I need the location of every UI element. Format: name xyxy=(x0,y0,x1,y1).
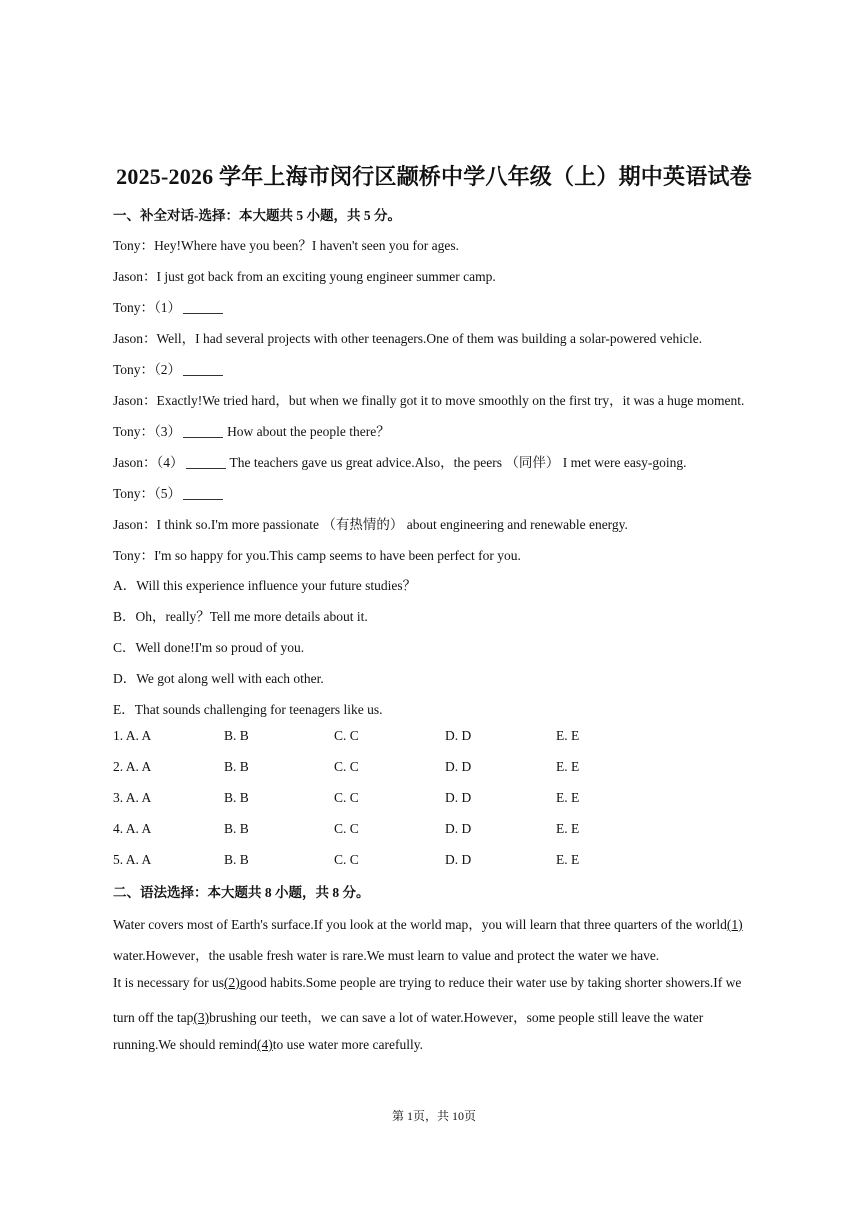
passage-line: Water covers most of Earth's surface.If you look at the world map，you will learn that three quarters of the world(1) xyxy=(113,917,743,932)
dialogue-text: I think so.I'm more passionate （有热情的） about engineering and renewable energy. xyxy=(156,517,628,532)
dialogue-text: How about the people there？ xyxy=(227,424,390,439)
answer-blank xyxy=(183,362,223,376)
answer-blank xyxy=(186,455,226,469)
answer-option[interactable]: C. C xyxy=(334,852,359,867)
dialogue-text: Hey!Where have you been？I haven't seen you for ages. xyxy=(154,238,459,253)
blank-marker: (2) xyxy=(223,975,240,990)
section2-heading: 二、语法选择：本大题共 8 小题，共 8 分。 xyxy=(113,885,370,900)
speaker: Jason： xyxy=(113,393,157,408)
dialogue-text: The teachers gave us great advice.Also，the peers （同伴） I met were easy-going. xyxy=(229,455,687,470)
passage-line: running.We should remind(4)to use water more carefully. xyxy=(113,1037,423,1052)
speaker: Tony： xyxy=(113,238,155,253)
answer-blank xyxy=(183,300,223,314)
dialogue-line xyxy=(113,513,628,533)
speaker: Jason： xyxy=(113,269,157,284)
answer-option[interactable]: D. D xyxy=(445,852,472,867)
blank-number: （1） xyxy=(154,300,182,315)
dialogue-text: I'm so happy for you.This camp seems to have been perfect for you. xyxy=(154,548,521,563)
page-title: 2025-2026 学年上海市闵行区颛桥中学八年级（上）期中英语试卷 xyxy=(116,164,752,189)
answer-option[interactable]: E. E xyxy=(556,821,580,836)
answer-option[interactable]: B. B xyxy=(224,821,249,836)
answer-option[interactable]: C. C xyxy=(334,790,359,805)
choice-item: A．Will this experience influence your future studies？ xyxy=(113,578,417,593)
passage-line: water.However，the usable fresh water is rare.We must learn to value and protect the water we have. xyxy=(113,948,660,963)
answer-blank xyxy=(183,486,223,500)
speaker: Jason： xyxy=(113,517,157,532)
dialogue-text: Exactly!We tried hard，but when we finally got it to move smoothly on the first try，it was a huge moment. xyxy=(156,393,745,408)
answer-option[interactable]: B. B xyxy=(224,790,249,805)
dialogue-line xyxy=(113,265,496,285)
answer-option[interactable]: B. B xyxy=(224,759,249,774)
dialogue-line xyxy=(113,234,459,254)
answer-option[interactable]: 5. A. A xyxy=(113,852,152,867)
choice-item: B．Oh，really？Tell me more details about it. xyxy=(113,609,368,624)
speaker: Tony： xyxy=(113,300,155,315)
speaker: Jason： xyxy=(113,331,157,346)
speaker: Jason： xyxy=(113,455,157,470)
blank-number: （3） xyxy=(154,424,182,439)
speaker: Tony： xyxy=(113,424,155,439)
answer-option[interactable]: B. B xyxy=(224,852,249,867)
answer-option[interactable]: D. D xyxy=(445,759,472,774)
dialogue-text: I just got back from an exciting young engineer summer camp. xyxy=(156,269,496,284)
blank-marker: (3) xyxy=(193,1010,210,1025)
speaker: Tony： xyxy=(113,362,155,377)
answer-row xyxy=(113,790,753,808)
answer-option[interactable]: C. C xyxy=(334,821,359,836)
blank-number: （2） xyxy=(154,362,182,377)
answer-option[interactable]: E. E xyxy=(556,728,580,743)
answer-row xyxy=(113,852,753,870)
speaker: Tony： xyxy=(113,486,155,501)
dialogue-line xyxy=(113,482,227,502)
answer-option[interactable]: 3. A. A xyxy=(113,790,152,805)
answer-option[interactable]: D. D xyxy=(445,821,472,836)
blank-number: （4） xyxy=(156,455,184,470)
section1-heading: 一、补全对话-选择：本大题共 5 小题，共 5 分。 xyxy=(113,208,401,223)
choice-item: C．Well done!I'm so proud of you. xyxy=(113,640,305,655)
answer-option[interactable]: 4. A. A xyxy=(113,821,152,836)
answer-option[interactable]: 1. A. A xyxy=(113,728,152,743)
dialogue-line xyxy=(113,451,686,471)
answer-row xyxy=(113,821,753,839)
dialogue-line xyxy=(113,296,227,316)
answer-option[interactable]: 2. A. A xyxy=(113,759,152,774)
answer-row xyxy=(113,728,753,746)
dialogue-line xyxy=(113,420,390,440)
choice-item: D．We got along well with each other. xyxy=(113,671,324,686)
dialogue-line xyxy=(113,544,521,564)
dialogue-text: Well，I had several projects with other teenagers.One of them was building a solar-powered vehicle. xyxy=(156,331,703,346)
answer-option[interactable]: D. D xyxy=(445,790,472,805)
answer-option[interactable]: E. E xyxy=(556,852,580,867)
answer-option[interactable]: E. E xyxy=(556,759,580,774)
answer-row xyxy=(113,759,753,777)
dialogue-line xyxy=(113,358,227,378)
choice-item: E．That sounds challenging for teenagers like us. xyxy=(113,702,383,717)
answer-option[interactable]: C. C xyxy=(334,759,359,774)
blank-number: （5） xyxy=(154,486,182,501)
dialogue-line xyxy=(113,389,744,409)
blank-marker: (1) xyxy=(726,917,743,932)
answer-option[interactable]: D. D xyxy=(445,728,472,743)
speaker: Tony： xyxy=(113,548,155,563)
passage-line: turn off the tap(3)brushing our teeth，we can save a lot of water.However，some people still leave the water xyxy=(113,1010,704,1025)
answer-option[interactable]: C. C xyxy=(334,728,359,743)
dialogue-line xyxy=(113,327,702,347)
answer-option[interactable]: B. B xyxy=(224,728,249,743)
answer-blank xyxy=(183,424,223,438)
blank-marker: (4) xyxy=(257,1037,273,1052)
passage-line: It is necessary for us(2)good habits.Some people are trying to reduce their water use by taking shorter showers.If we xyxy=(113,975,742,990)
page-footer: 第 1页，共 10页 xyxy=(391,1109,476,1123)
answer-option[interactable]: E. E xyxy=(556,790,580,805)
